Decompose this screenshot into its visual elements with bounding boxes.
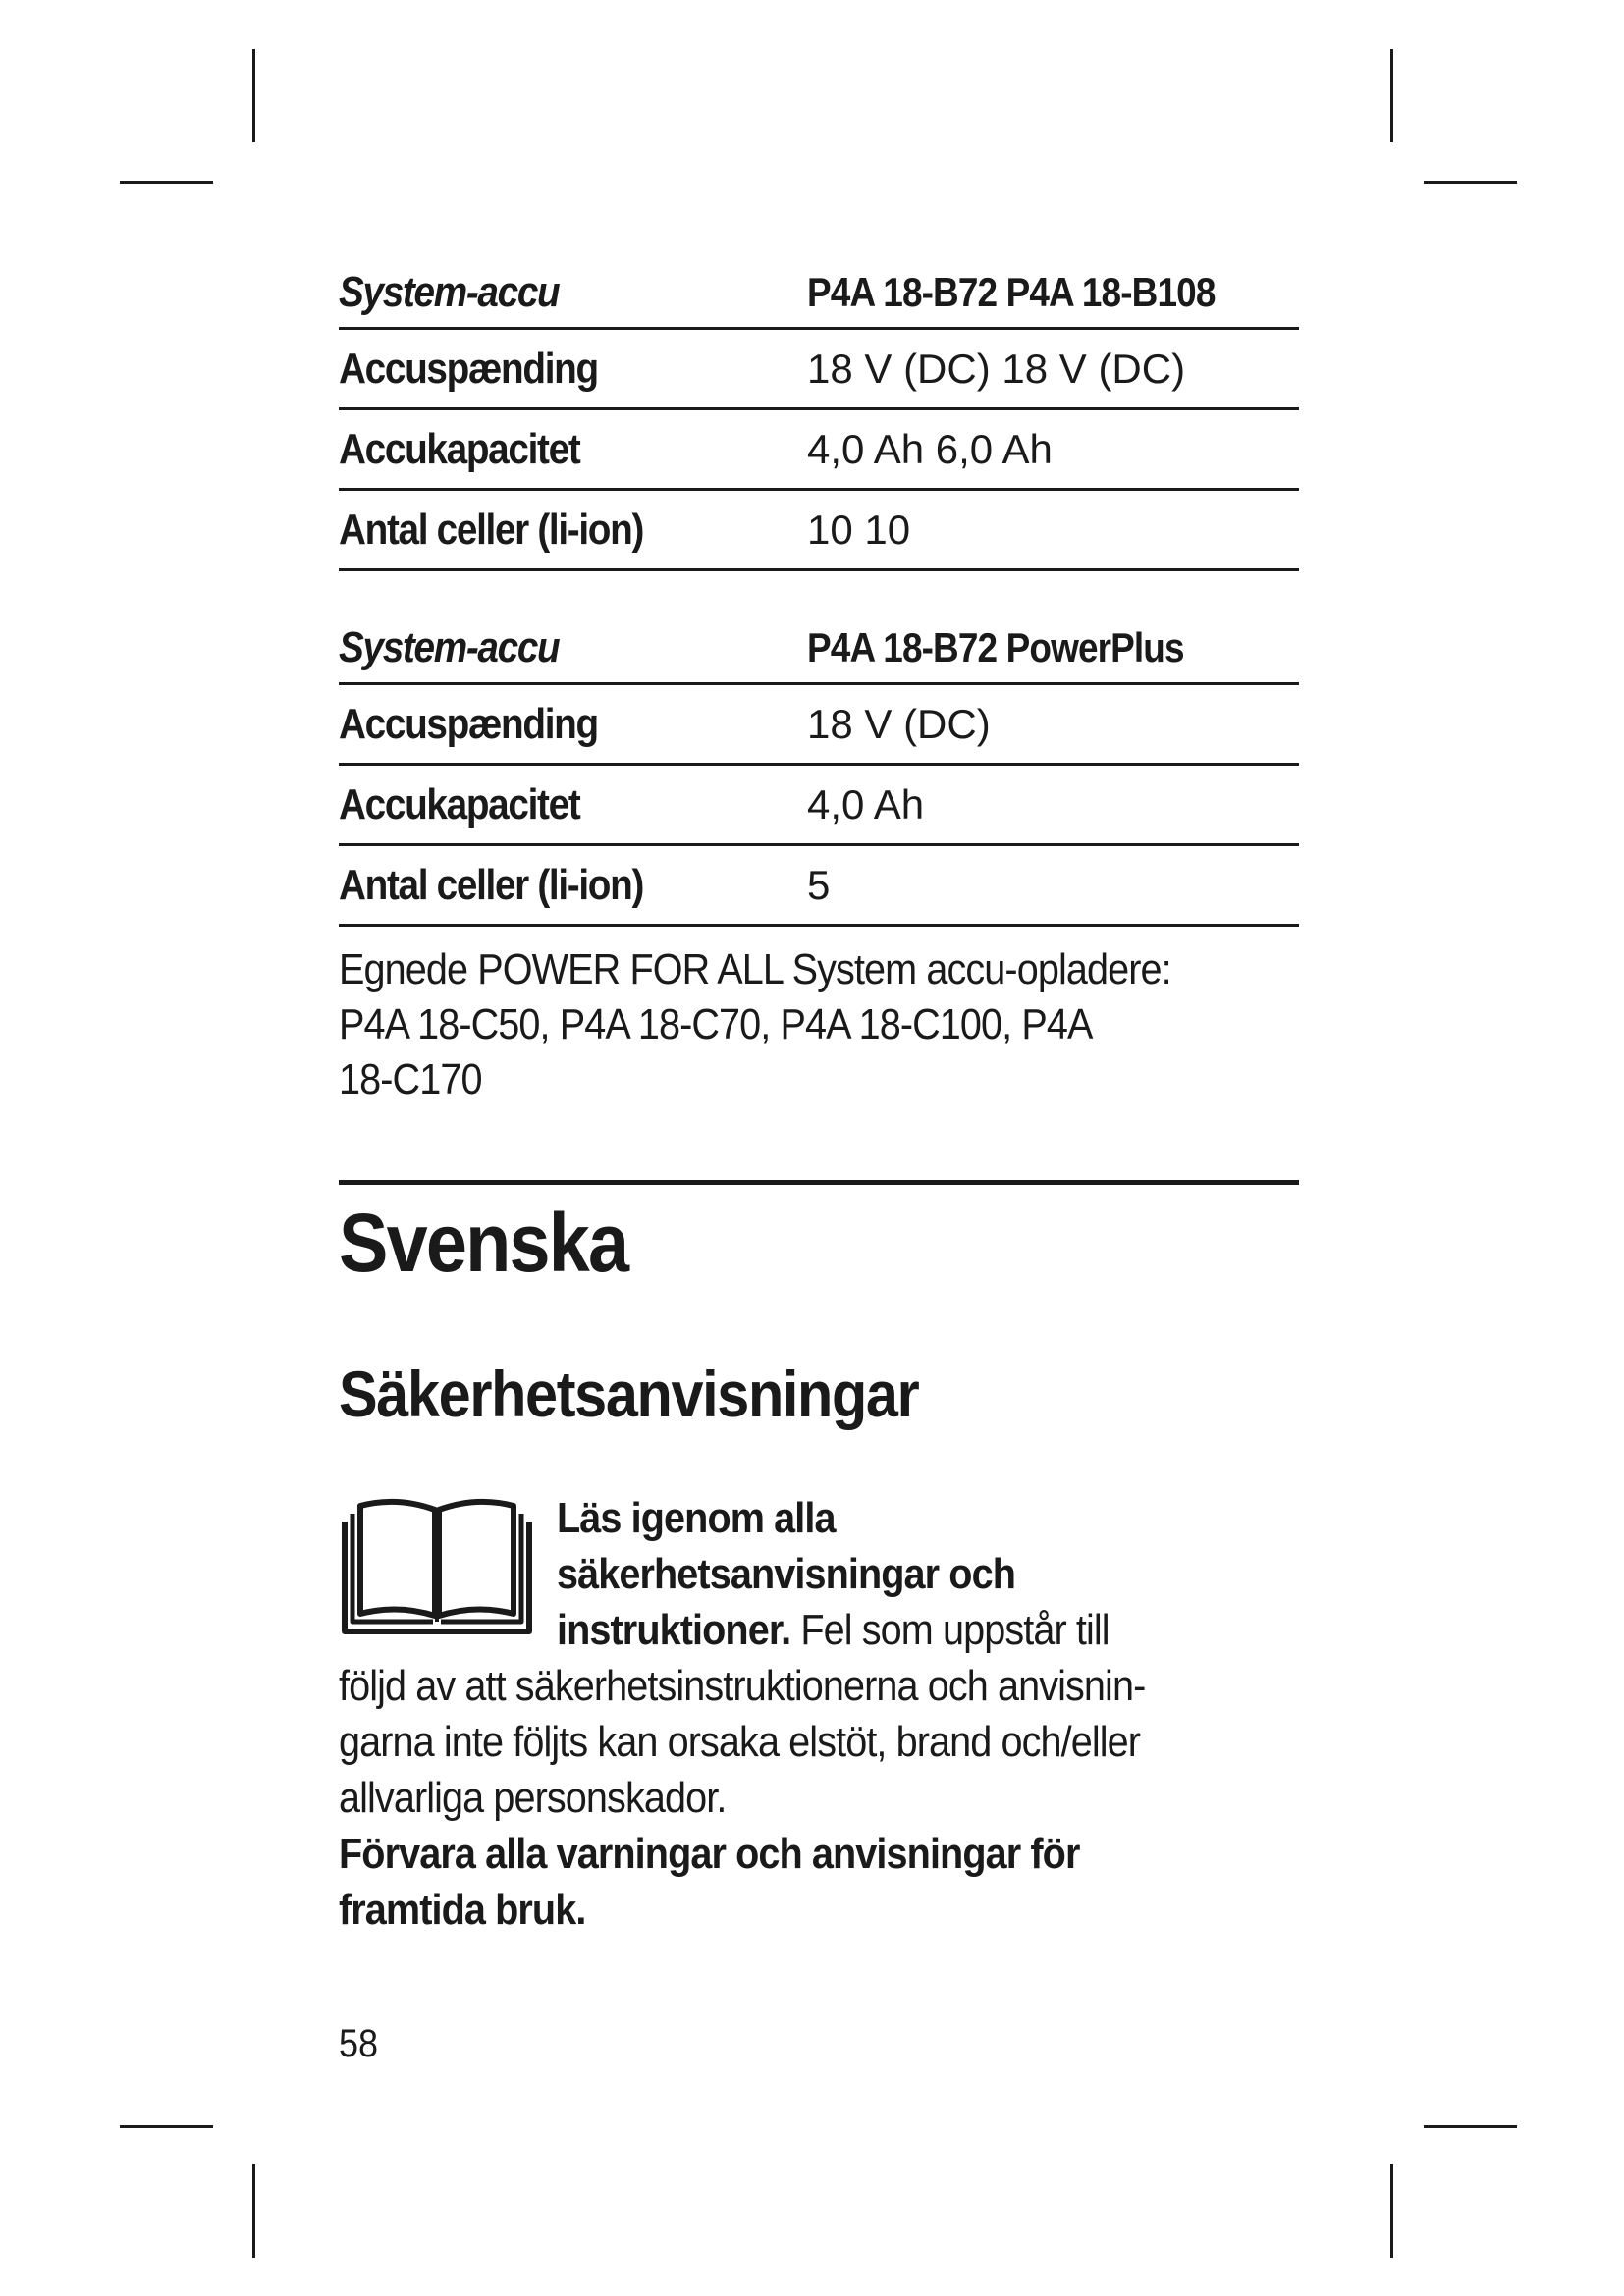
spec-label: Accuspænding [339, 699, 598, 748]
spec-value: 10 10 [807, 506, 911, 553]
safety-text-line: följd av att säkerhetsinstruktionerna och anvisnin- [339, 1662, 1146, 1710]
spec-table-1 [339, 257, 1299, 571]
spec-label: Antal celler (li-ion) [339, 860, 644, 909]
page-number: 58 [339, 2022, 379, 2065]
language-title: Svenska [339, 1197, 628, 1289]
chargers-line: P4A 18-C50, P4A 18-C70, P4A 18-C100, P4A [339, 1000, 1093, 1048]
safety-text: Fel som uppstår till [790, 1606, 1110, 1654]
spec-header-value: P4A 18-B72 P4A 18-B108 [807, 268, 1216, 315]
safety-heading-line: Läs igenom alla [557, 1494, 836, 1542]
spec-header-row [339, 257, 1299, 330]
keep-instructions-line: framtida bruk. [339, 1886, 586, 1934]
spec-row [339, 330, 1299, 410]
safety-heading-line: säkerhetsanvisningar och [557, 1550, 1016, 1598]
spec-row [339, 766, 1299, 846]
spec-row [339, 846, 1299, 927]
spec-value: 18 V (DC) 18 V (DC) [807, 345, 1186, 392]
crop-mark [1390, 49, 1393, 142]
spec-header-label: System-accu [339, 622, 560, 671]
spec-value: 5 [807, 861, 831, 908]
safety-text-line: allvarliga personskador. [339, 1774, 727, 1822]
safety-heading-end: instruktioner. [557, 1606, 791, 1654]
spec-header-label: System-accu [339, 267, 560, 316]
section-divider [339, 1180, 1299, 1185]
spec-header-row [339, 613, 1299, 685]
spec-value: 18 V (DC) [807, 700, 991, 747]
spec-label: Antal celler (li-ion) [339, 505, 644, 554]
crop-mark [120, 2125, 213, 2128]
spec-value: 4,0 Ah [807, 780, 925, 828]
book-icon [339, 1494, 535, 1637]
safety-mixed-line [557, 1602, 1110, 1658]
crop-mark [1424, 2125, 1517, 2128]
spec-label: Accukapacitet [339, 779, 580, 828]
crop-mark [1390, 2164, 1393, 2258]
compatible-chargers-text [339, 942, 1299, 1107]
chargers-line: Egnede POWER FOR ALL System accu-opladere: [339, 945, 1171, 993]
spec-row [339, 410, 1299, 491]
spec-table-2 [339, 613, 1299, 927]
crop-mark [120, 181, 213, 184]
spec-value: 4,0 Ah 6,0 Ah [807, 425, 1053, 472]
crop-mark [252, 49, 255, 142]
safety-text-line: garna inte följts kan orsaka elstöt, brand och/eller [339, 1718, 1141, 1766]
chargers-line: 18-C170 [339, 1055, 482, 1103]
spec-row [339, 491, 1299, 571]
spec-label: Accukapacitet [339, 424, 580, 473]
spec-row [339, 685, 1299, 766]
spec-header-value: P4A 18-B72 PowerPlus [807, 623, 1184, 670]
crop-mark [252, 2164, 255, 2258]
crop-mark [1424, 181, 1517, 184]
section-title: Säkerhetsanvisningar [339, 1358, 919, 1430]
keep-instructions-line: Förvara alla varningar och anvisningar för [339, 1830, 1080, 1878]
spec-label: Accuspænding [339, 344, 598, 393]
